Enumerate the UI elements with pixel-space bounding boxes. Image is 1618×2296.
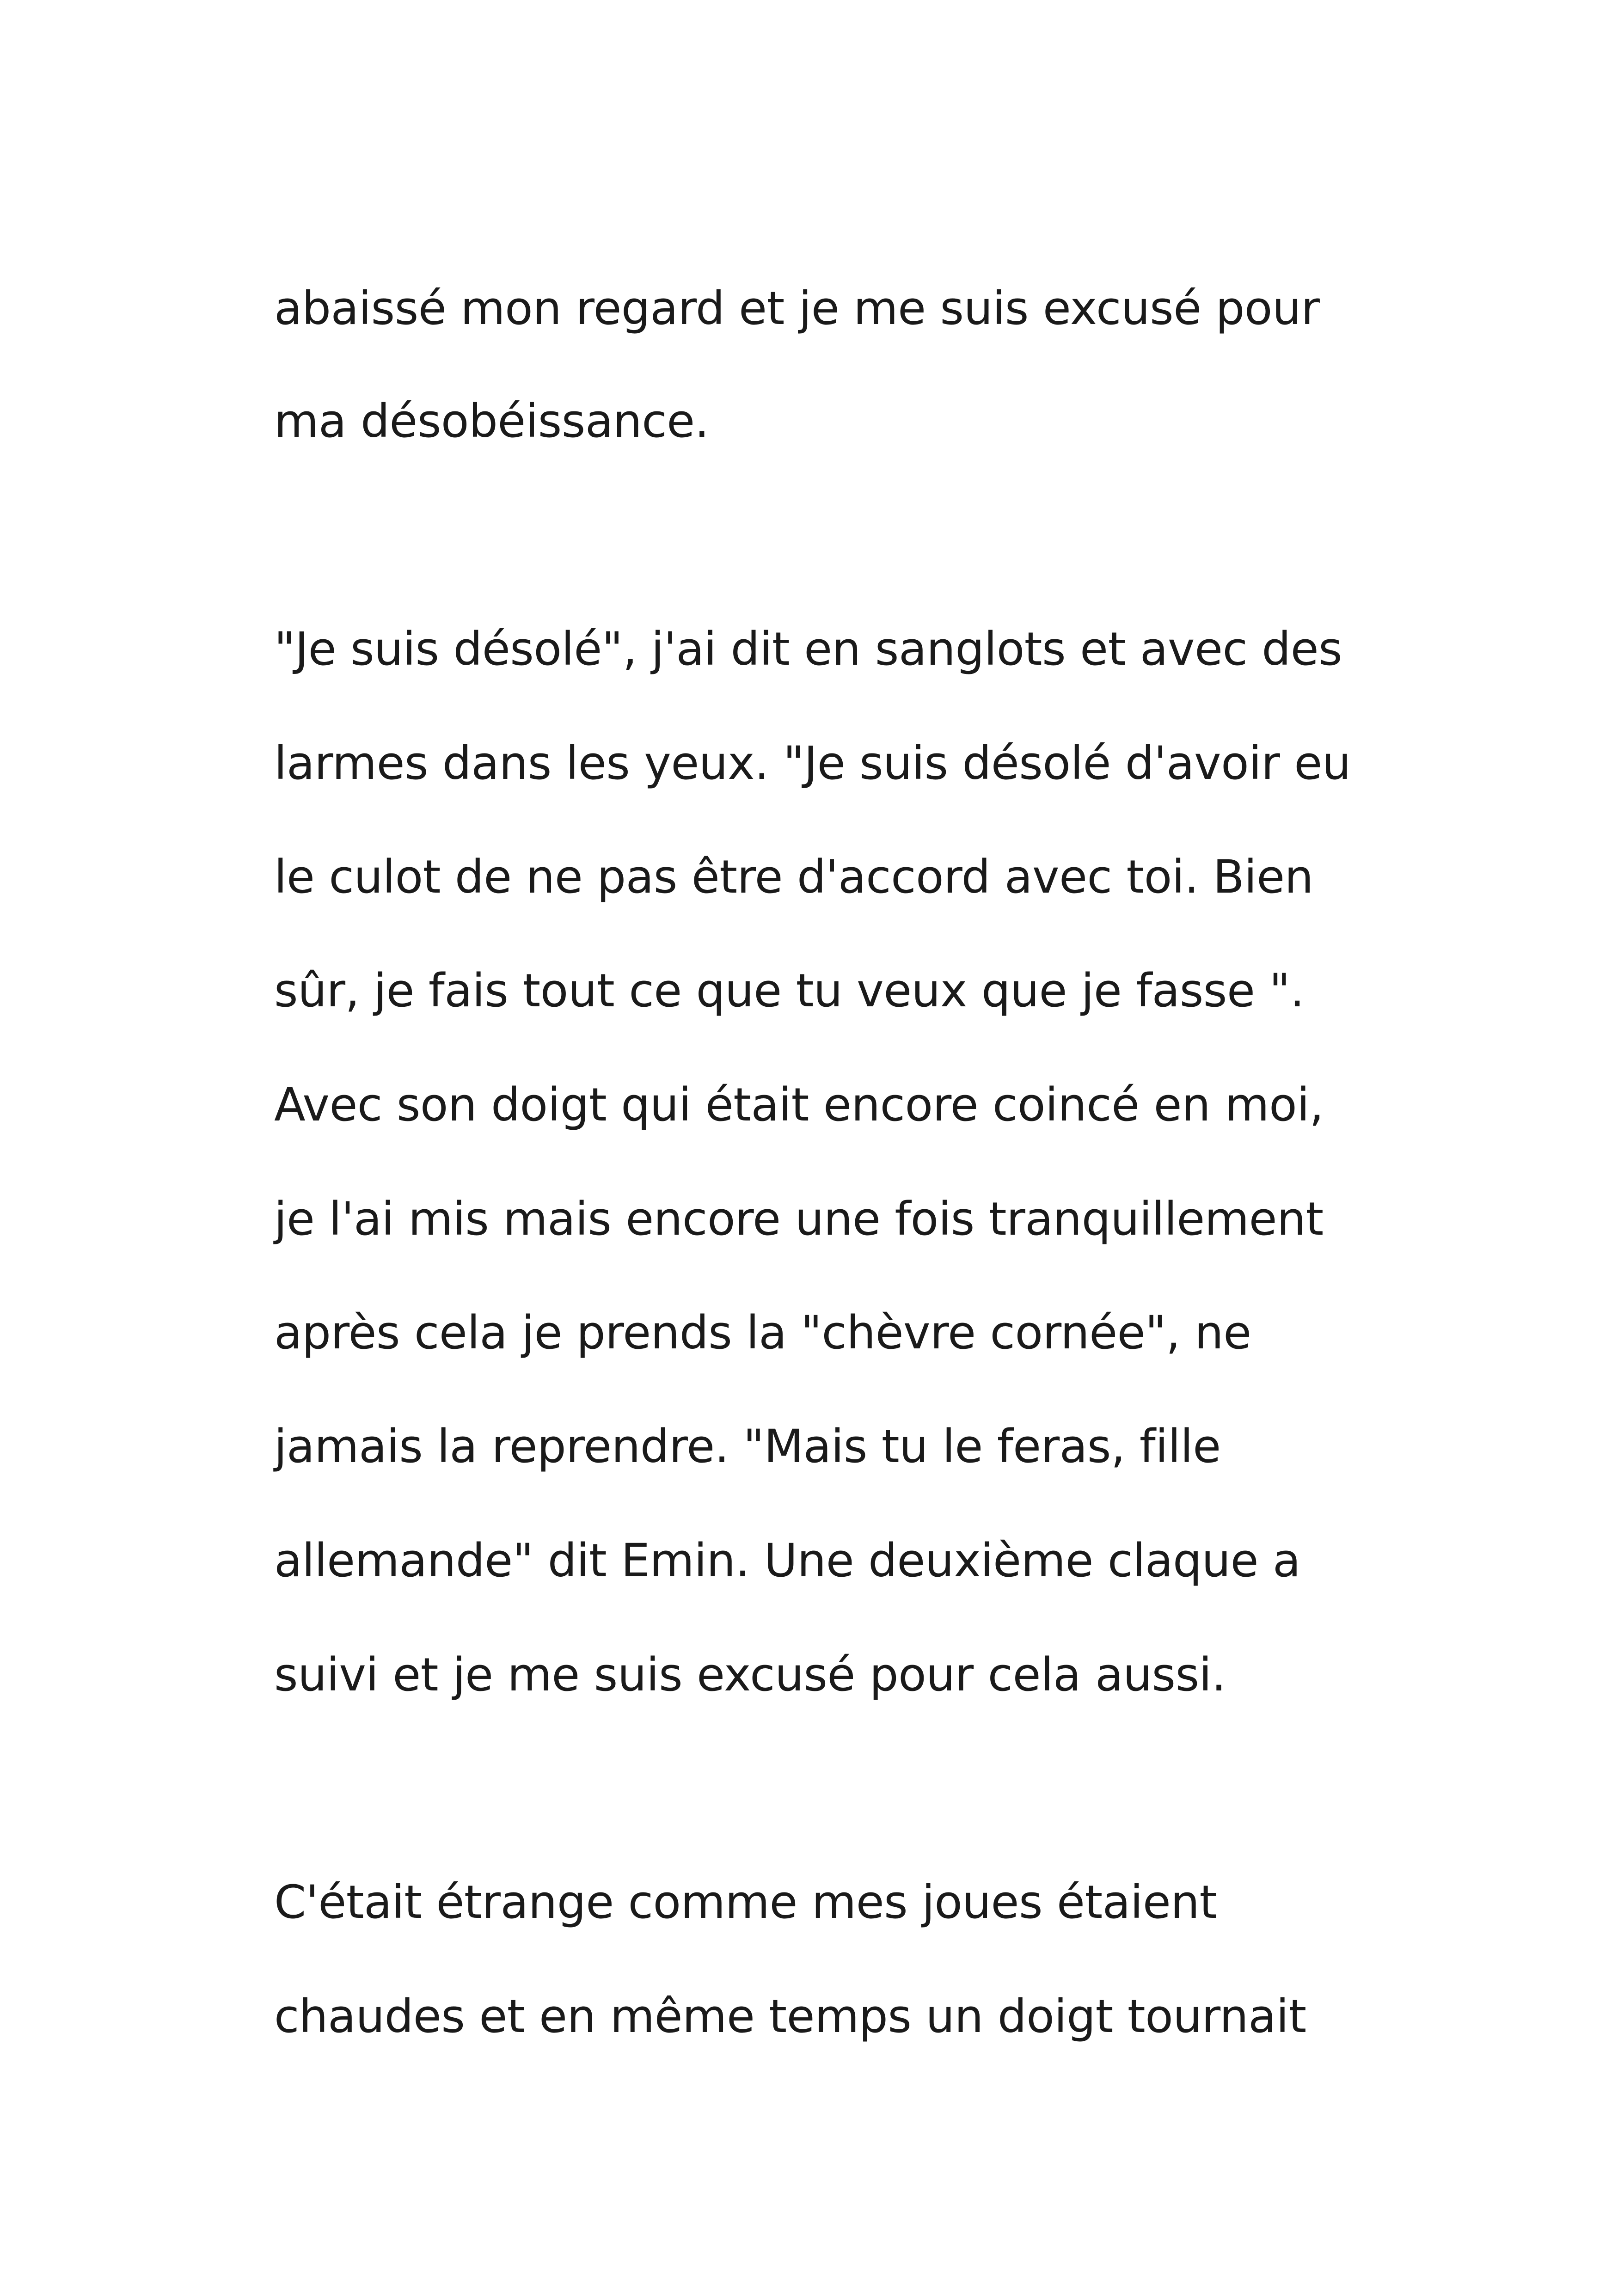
- text-line: allemande" dit Emin. Une deuxième claque a: [274, 1534, 1301, 1587]
- text-line: "Je suis désolé", j'ai dit en sanglots et avec des: [274, 623, 1342, 676]
- text-line: chaudes et en même temps un doigt tournait: [274, 1990, 1306, 2043]
- text-line: suivi et je me suis excusé pour cela aussi.: [274, 1648, 1226, 1702]
- text-line: sûr, je fais tout ce que tu veux que je fasse ".: [274, 964, 1305, 1017]
- text-line: ma désobéissance.: [274, 395, 709, 448]
- text-line: je l'ai mis mais encore une fois tranquillement: [274, 1193, 1324, 1246]
- text-line: C'était étrange comme mes joues étaient: [274, 1876, 1217, 1929]
- text-line: jamais la reprendre. "Mais tu le feras, fille: [274, 1420, 1221, 1473]
- text-line: après cela je prends la "chèvre cornée", ne: [274, 1306, 1251, 1359]
- text-line: Avec son doigt qui était encore coincé en moi,: [274, 1078, 1324, 1132]
- text-line: larmes dans les yeux. "Je suis désolé d'avoir eu: [274, 737, 1351, 790]
- text-line: le culot de ne pas être d'accord avec toi. Bien: [274, 851, 1313, 904]
- text-line: abaissé mon regard et je me suis excusé pour: [274, 282, 1320, 335]
